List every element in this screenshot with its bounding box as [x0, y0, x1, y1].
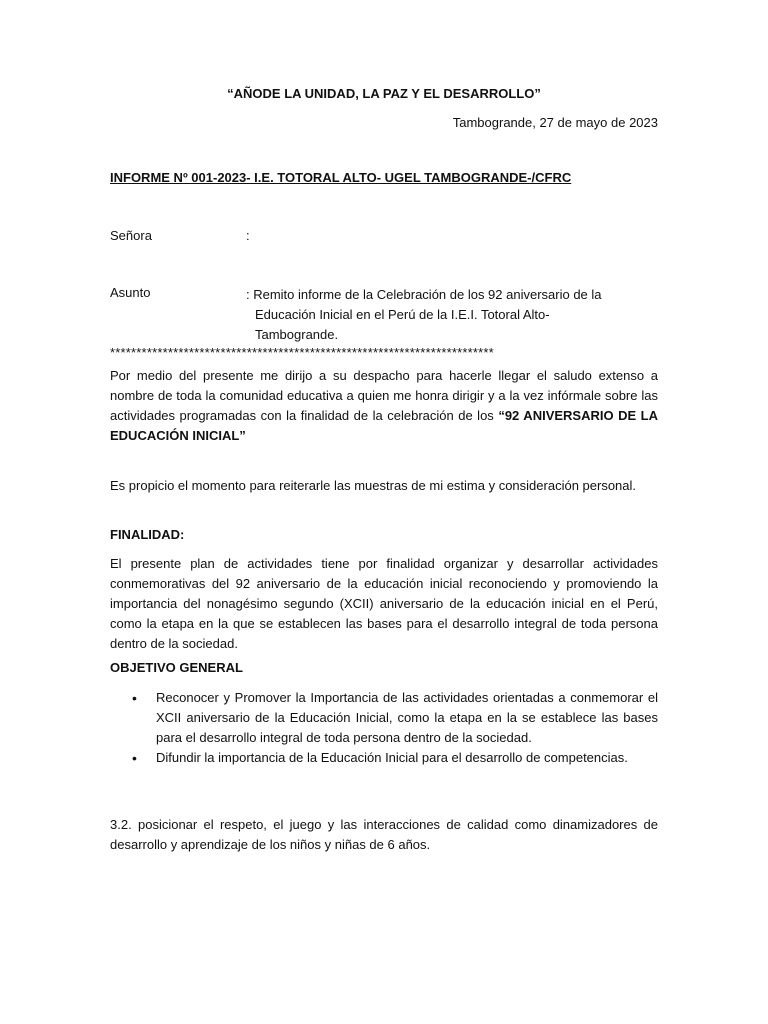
- list-item: [110, 748, 658, 768]
- subject-line-1: : Remito informe de la Celebración de los 92 aniversario de la: [246, 287, 602, 302]
- subject-text: [246, 285, 646, 345]
- list-item: [110, 688, 658, 748]
- intro-text: Por medio del presente me dirijo a su despacho para hacerle llegar el saludo extenso a nombre de toda la comunidad educativa a quien me honra dirigir y a la vez infórmale sobre las actividades programadas con la finalidad de la celebración de los: [110, 368, 658, 423]
- subject-label: Asunto: [110, 285, 151, 300]
- recipient-value: :: [246, 228, 250, 243]
- intro-paragraph: [110, 366, 658, 446]
- motto-heading: “AÑODE LA UNIDAD, LA PAZ Y EL DESARROLLO”: [227, 86, 541, 101]
- closing-paragraph: Es propicio el momento para reiterarle las muestras de mi estima y consideración personal.: [110, 478, 637, 493]
- objetivo-text: Reconocer y Promover la Importancia de las actividades orientadas a conmemorar el XCII aniversario de la Educación Inicial, como la etapa en la se establece las bases para el desarrollo integral de toda persona dentro de la sociedad.: [156, 690, 658, 745]
- report-title: INFORME Nº 001-2023- I.E. TOTORAL ALTO- UGEL TAMBOGRANDE-/CFRC: [110, 170, 572, 185]
- place-date: Tambogrande, 27 de mayo de 2023: [452, 115, 658, 130]
- objetivo-text: Difundir la importancia de la Educación Inicial para el desarrollo de competencias.: [156, 750, 628, 765]
- finalidad-paragraph: El presente plan de actividades tiene por finalidad organizar y desarrollar actividades conmemorativas del 92 aniversario de la educación inicial reconociendo y promoviendo la importancia del nonagésimo segundo (XCII) aniversario de la educación inicial en el Perú, como la etapa en la que se establecen las bases para el desarrollo integral de toda persona dentro de la sociedad.: [110, 556, 658, 651]
- item-3-2-paragraph: 3.2. posicionar el respeto, el juego y las interacciones de calidad como dinamizadores de desarrollo y aprendizaje de los niños y niñas de 6 años.: [110, 817, 658, 852]
- subject-line-2: Educación Inicial en el Perú de la I.E.I. Totoral Alto-: [255, 307, 550, 322]
- recipient-label: Señora: [110, 228, 152, 243]
- separator-line: *************************************************************************: [110, 345, 494, 360]
- finalidad-heading: FINALIDAD:: [110, 527, 185, 542]
- subject-line-3: Tambogrande.: [255, 327, 339, 342]
- intro-bold-text: “92 ANIVERSARIO DE LA EDUCACIÓN INICIAL”: [110, 408, 658, 443]
- objetivo-general-heading: OBJETIVO GENERAL: [110, 660, 243, 675]
- bullet-icon: •: [132, 750, 137, 766]
- bullet-icon: •: [132, 690, 137, 706]
- objetivos-list: [110, 688, 658, 768]
